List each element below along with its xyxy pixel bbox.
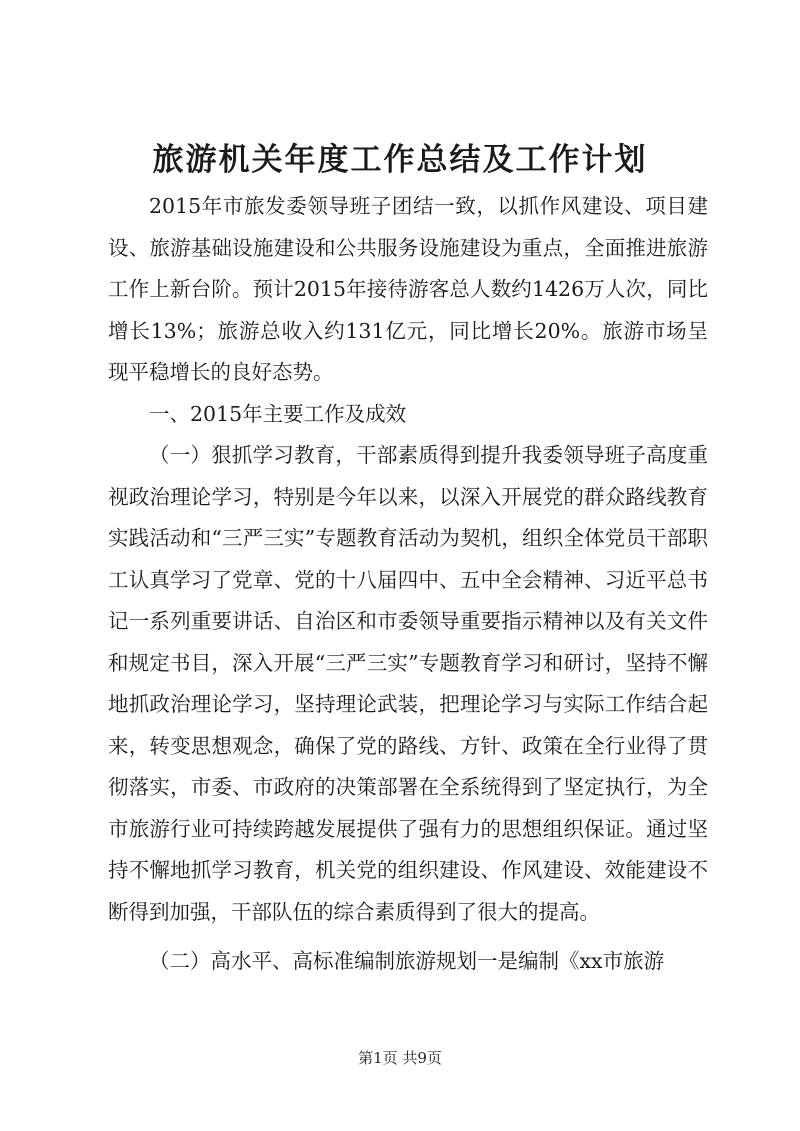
document-title: 旅游机关年度工作总结及工作计划 [152,142,648,178]
document-body [108,186,708,983]
page-number-footer: 第1页 共9页 [358,1049,442,1067]
subsection-paragraph-1: （一）狠抓学习教育，干部素质得到提升我委领导班子高度重视政治理论学习，特别是今年以来，以深入开展党的群众路线教育实践活动和“三严三实”专题教育活动为契机，组织全体党员干部职工认真学习了党章、党的十八届四中、五中全会精神、习近平总书记一系列重要讲话、自治区和市委领导重要指示精神以及有关文件和规定书目，深入开展“三严三实”专题教育学习和研讨，坚持不懈地抓政治理论学习，坚持理论武装，把理论学习与实际工作结合起来，转变思想观念，确保了党的路线、方针、政策在全行业得了贯彻落实，市委、市政府的决策部署在全系统得到了坚定执行，为全市旅游行业可持续跨越发展提供了强有力的思想组织保证。通过坚持不懈地抓学习教育，机关党的组织建设、作风建设、效能建设不断得到加强，干部队伍的综合素质得到了很大的提高。 [108,443,708,924]
paragraph-gap [108,933,708,941]
section-heading: 一、2015年主要工作及成效 [149,401,407,426]
subsection-paragraph-2: （二）高水平、高标准编制旅游规划一是编制《xx市旅游 [149,949,665,973]
intro-paragraph: 2015年市旅发委领导班子团结一致，以抓作风建设、项目建设、旅游基础设施建设和公共服务设施建设为重点，全面推进旅游工作上新台阶。预计2015年接待游客总人数约1426万人次，同比增长13%；旅游总收入约131亿元，同比增长20%。旅游市场呈现平稳增长的良好态势。 [108,194,708,384]
